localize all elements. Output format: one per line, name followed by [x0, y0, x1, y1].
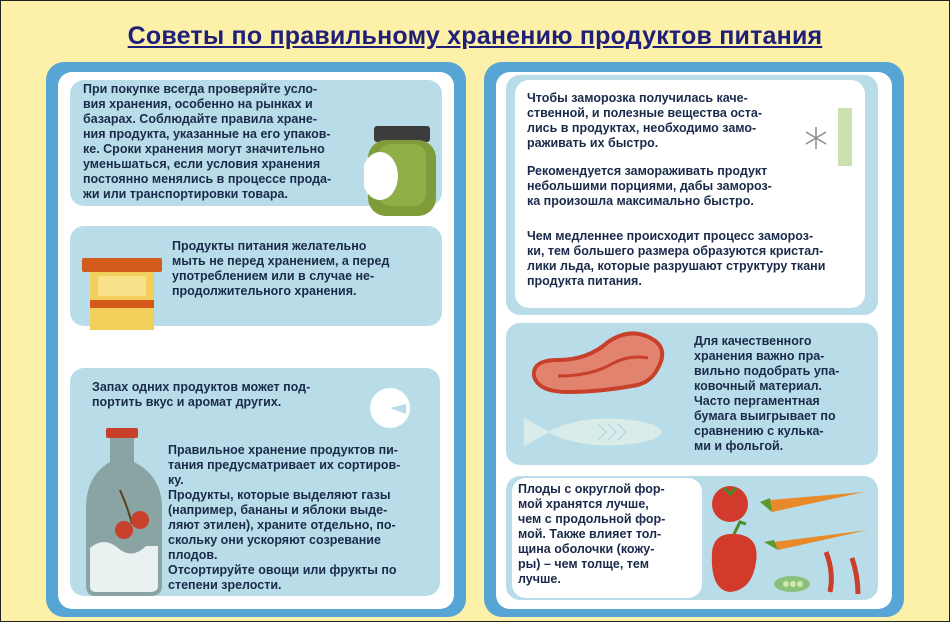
text-line: Правильное хранение продуктов пи-	[168, 443, 398, 457]
text-line: скольку они ускоряют созревание	[168, 533, 381, 547]
bottle-illustration	[84, 428, 164, 598]
text-line: раживать их быстро.	[527, 136, 659, 150]
snowflake-icon	[804, 126, 828, 150]
text-line: ке. Сроки хранения могут значительно	[83, 142, 325, 156]
text-line: ры) – чем толще, тем	[518, 557, 649, 571]
text-line: ляют этилен), храните отдельно, по-	[168, 518, 396, 532]
text-line: Плоды с округлой фор-	[518, 482, 665, 496]
freeze-text-2	[527, 164, 799, 209]
text-line: ковочный материал.	[694, 379, 823, 393]
text-line: хранения важно пра-	[694, 349, 825, 363]
text-line: сравнению с кулька-	[694, 424, 824, 438]
vegetables-illustration	[706, 480, 874, 598]
text-line: Для качественного	[694, 334, 812, 348]
container-illustration	[82, 254, 164, 334]
text-line: Продукты питания желательно	[172, 239, 367, 253]
text-line: чем с продольной фор-	[518, 512, 666, 526]
text-line: употреблением или в случае не-	[172, 269, 375, 283]
text-line: базарах. Соблюдайте правила хране-	[83, 112, 318, 126]
text-line: жи или транспортировки товара.	[83, 187, 288, 201]
text-line: тания предусматривает их сортиров-	[168, 458, 401, 472]
text-line: мой хранятся лучше,	[518, 497, 649, 511]
text-line: ственной, и полезные вещества оста-	[527, 106, 763, 120]
text-line: мыть не перед хранением, а перед	[172, 254, 390, 268]
text-line: ку.	[168, 473, 184, 487]
text-line: Продукты, которые выделяют газы	[168, 488, 391, 502]
text-line: ми и фольгой.	[694, 439, 784, 453]
freezer-strip	[838, 108, 852, 166]
text-line: ния продукта, указанные на его упаков-	[83, 127, 331, 141]
text-line: продолжительного хранения.	[172, 284, 357, 298]
meat-illustration	[528, 330, 668, 398]
text-line: вильно подобрать упа-	[694, 364, 840, 378]
text-line: портить вкус и аромат других.	[92, 395, 282, 409]
text-line: лики льда, которые разрушают структуру ткани	[527, 259, 826, 273]
tip-text-purchase	[83, 82, 362, 202]
text-line: ка произошла максимально быстро.	[527, 194, 754, 208]
text-line: щина оболочки (кожу-	[518, 542, 655, 556]
text-line: Отсортируйте овощи или фрукты по	[168, 563, 397, 577]
text-line: степени зрелости.	[168, 578, 282, 592]
text-line: продукта питания.	[527, 274, 642, 288]
text-line: небольшими порциями, дабы замороз-	[527, 179, 772, 193]
jar-illustration	[364, 126, 440, 218]
freeze-text-1	[527, 91, 799, 151]
plate-icon	[368, 386, 412, 430]
fish-illustration	[520, 410, 670, 454]
packaging-text	[694, 334, 854, 454]
tip-text-smell	[92, 380, 362, 410]
page-title: Советы по правильному хранению продуктов питания	[127, 22, 823, 50]
text-line: (например, бананы и яблоки выде-	[168, 503, 388, 517]
text-line: плодов.	[168, 548, 218, 562]
text-line: Чтобы заморозка получилась каче-	[527, 91, 748, 105]
fruit-text	[518, 482, 690, 587]
text-line: бумага выигрывает по	[694, 409, 836, 423]
text-line: мой. Также влияет тол-	[518, 527, 662, 541]
freeze-text-3	[527, 229, 845, 289]
text-line: вия хранения, особенно на рынках и	[83, 97, 313, 111]
tip-text-washing	[172, 239, 422, 299]
text-line: постоянно менялись в процессе прода-	[83, 172, 332, 186]
text-line: При покупке всегда проверяйте усло-	[83, 82, 318, 96]
text-line: лись в продуктах, необходимо замо-	[527, 121, 757, 135]
text-line: лучше.	[518, 572, 561, 586]
text-line: Часто пергаментная	[694, 394, 820, 408]
text-line: Чем медленнее происходит процесс замороз-	[527, 229, 814, 243]
text-line: уменьшаться, если условия хранения	[83, 157, 321, 171]
text-line: ки, тем большего размера образуются кристал-	[527, 244, 824, 258]
text-line: Рекомендуется замораживать продукт	[527, 164, 768, 178]
tip-text-sorting	[168, 443, 430, 593]
text-line: Запах одних продуктов может под-	[92, 380, 311, 394]
